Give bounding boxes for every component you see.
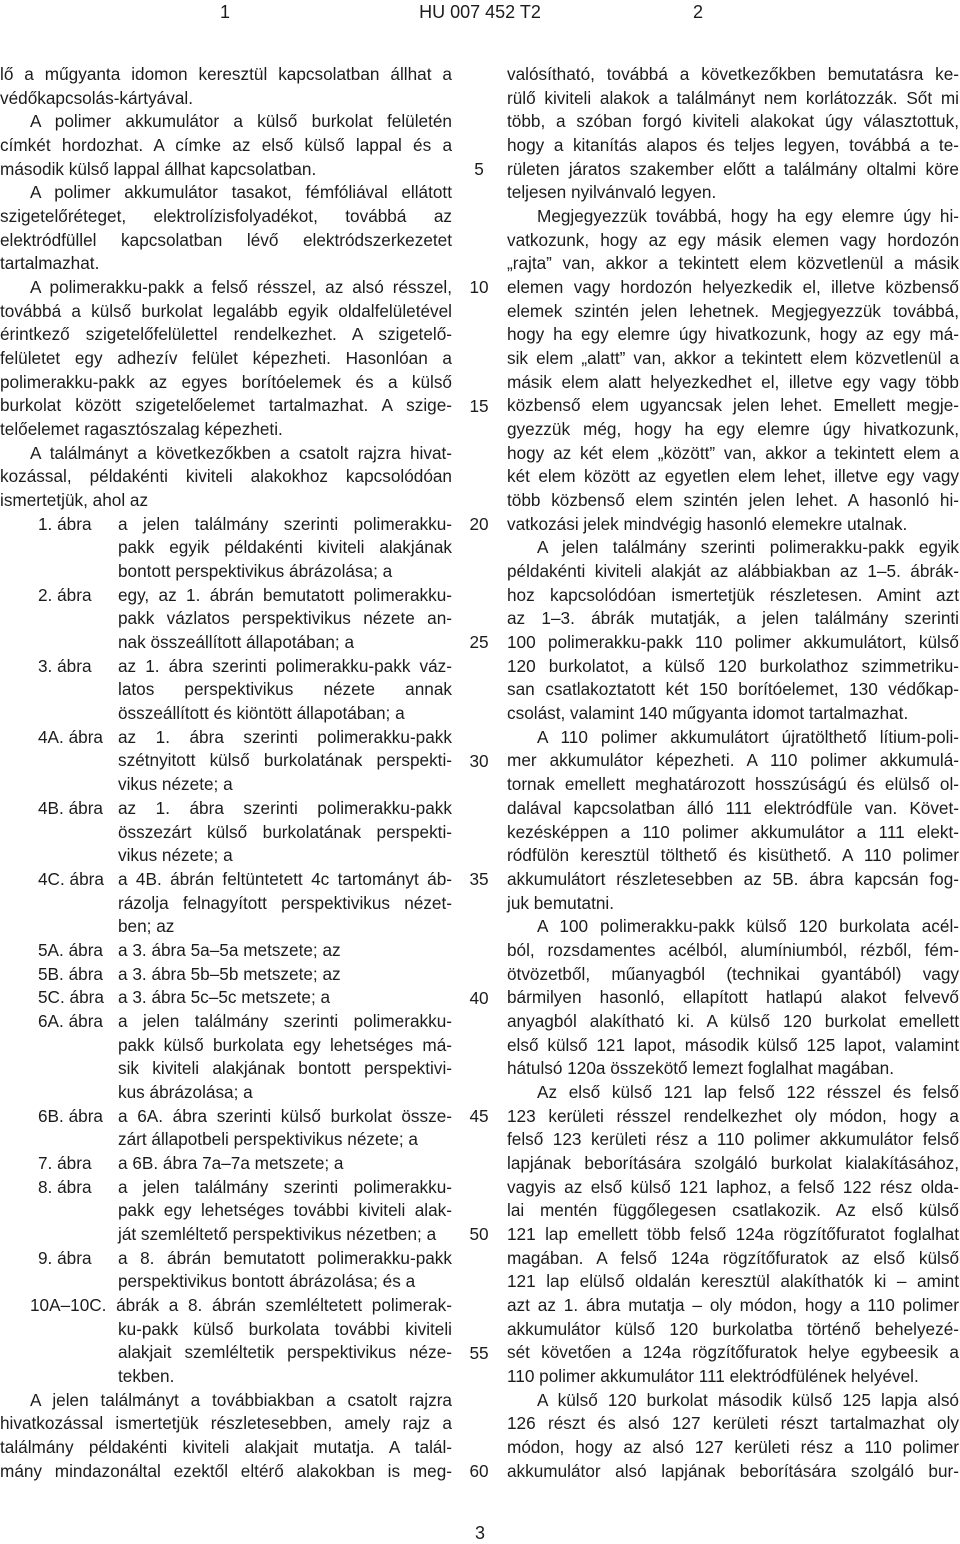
figure-description <box>118 726 452 797</box>
figure-line: vikus nézete; a <box>118 774 233 795</box>
figure-line: a jelen találmány szerinti polimerakku- <box>118 1176 452 1197</box>
figure-line: az 1. ábra szerinti polimerakku-pakk <box>118 726 452 747</box>
text-line: tornak emellett meghatározott hosszúságú és elülső ol- <box>507 774 959 795</box>
header-document-number: HU 007 452 T2 <box>419 2 541 22</box>
text-line: kezésképpen a 110 polimer akkumulátor a 111 elekt- <box>507 821 959 842</box>
line-number: 20 <box>469 513 489 534</box>
text-line: magában. A felső 124a rögzítőfuratok az első külső <box>507 1247 959 1268</box>
text-line: vatkozunk, hogy az egy másik elemen vagy hordozón <box>507 229 959 250</box>
text-line: 100 polimerakku-pakk 110 polimer akkumulátort, külső <box>507 632 959 653</box>
text-line: felső 123 kerületi rész a 110 polimer akkumulátor felső <box>507 1129 959 1150</box>
figure-description <box>118 1010 452 1105</box>
figure-line: pakk külső burkolata egy lehetséges má- <box>118 1034 452 1055</box>
figure-description <box>118 868 452 939</box>
text-line: A találmányt a következőkben a csatolt rajzra hivat- <box>30 442 452 463</box>
text-line: vagyis az első külső 121 laphoz, a felső 122 rész olda- <box>507 1176 959 1197</box>
text-line: találmány példakénti kiviteli alakjait mutatja. A talál- <box>0 1436 452 1457</box>
text-line: juk bemutatni. <box>507 892 615 913</box>
figure-label: 4B. ábra <box>38 797 103 818</box>
text-line: lai mentén függőlegesen csatlakozik. Az első külső <box>507 1200 959 1221</box>
text-line: 121 lap elülső oldalán keresztül alakíthatók ki – amint <box>507 1271 959 1292</box>
figure-label: 4A. ábra <box>38 726 103 747</box>
figure-description <box>118 939 452 963</box>
figure-entry <box>0 584 452 655</box>
text-line: „rajta” van, akkor a tekintett elem közvetlenül a másik <box>507 253 959 274</box>
text-line: sét követően a 124a rögzítőfuratok helye egybeesik a <box>507 1342 959 1363</box>
figure-line: nak összeállított állapotában; a <box>118 632 355 653</box>
text-line: A jelen találmány szerinti polimerakku-pakk egyik <box>537 537 959 558</box>
figure-line: a 3. ábra 5a–5a metszete; az <box>118 939 341 960</box>
figure-label: 7. ábra <box>38 1152 92 1173</box>
figure-description <box>118 1105 452 1152</box>
text-line: polimerakku-pakk az egyes borítóelemek és a külső <box>0 371 452 392</box>
figure-line: a 6B. ábra 7a–7a metszete; a <box>118 1152 344 1173</box>
figure-entry <box>0 513 452 584</box>
paragraph <box>0 110 452 181</box>
text-line: több közbenső elem szintén jelen lehet. A hasonló hi- <box>507 490 959 511</box>
text-line: csolást, valamint 140 műgyanta idomot tartalmazhat. <box>507 703 909 724</box>
figure-line: pakk egy lehetséges további kiviteli alak- <box>118 1200 452 1221</box>
figure-description <box>118 1176 452 1247</box>
text-line: elektródfüllel kapcsolatban lévő elektródszerkezetet <box>0 229 452 250</box>
figure-entry <box>0 1294 452 1389</box>
text-line: másik elem alatt helyezkedhet el, illetve egy vagy több <box>507 371 959 392</box>
text-line: 121 lap emellett több felső 124a rögzítőfuratot foglalhat <box>507 1223 959 1244</box>
figure-description <box>118 513 452 584</box>
text-line: A polimer akkumulátor a külső burkolat felületén <box>30 111 452 132</box>
text-line: A 100 polimerakku-pakk külső 120 burkolata acél- <box>537 916 959 937</box>
text-line: hogy ha egy elemre úgy hivatkozunk, hogy az egy má- <box>507 324 959 345</box>
paragraph <box>507 1389 959 1484</box>
line-number: 5 <box>474 158 484 179</box>
text-line: mer akkumulátor képezheti. A 110 polimer akkumulá- <box>507 750 959 771</box>
figure-line: egy, az 1. ábrán bemutatott polimerakku- <box>118 584 452 605</box>
figure-entry <box>0 1176 452 1247</box>
text-line: san csatlakoztatott két 150 borítóelemet, 130 védőkap- <box>507 679 959 700</box>
figure-entry <box>0 868 452 939</box>
figure-label: 6B. ábra <box>38 1105 103 1126</box>
figure-entry <box>0 1010 452 1105</box>
text-line: kozással, példakénti kiviteli alakokhoz kapcsolódóan <box>0 466 452 487</box>
figure-label: 3. ábra <box>38 655 92 676</box>
paragraph <box>507 915 959 1081</box>
paragraph <box>0 442 452 513</box>
text-line: A polimerakku-pakk a felső résszel, az alsó résszel, <box>30 277 452 298</box>
line-number: 25 <box>469 632 489 653</box>
text-line: anyagból alakítható ki. A külső 120 burkolat emellett <box>507 1010 959 1031</box>
figure-description <box>118 797 452 868</box>
text-line: A külső 120 burkolat második külső 125 lapja alsó <box>537 1389 959 1410</box>
figure-line: kus ábrázolása; a <box>118 1081 253 1102</box>
figure-list <box>0 513 452 1389</box>
figure-label: 5B. ábra <box>38 963 103 984</box>
figure-description <box>118 655 452 726</box>
text-line: felületet egy adhezív felület képezheti. Hasonlóan a <box>0 348 452 369</box>
text-line: közbenső elem ugyancsak jelen lehet. Emellett megje- <box>507 395 959 416</box>
figure-entry <box>0 726 452 797</box>
text-line: 120 burkolatot, a külső 120 burkolathoz szimmetriku- <box>507 655 959 676</box>
figure-label: 4C. ábra <box>38 868 104 889</box>
text-line: továbbá a külső burkolat legalább egyik oldalfelületével <box>0 300 452 321</box>
figure-line: zárt állapotbeli perspektivikus nézete; a <box>118 1129 418 1150</box>
text-line: mány mindazonáltal ezektől eltérő alakokban is meg- <box>0 1460 452 1481</box>
figure-line: a 4B. ábrán feltüntetett 4c tartományt áb- <box>118 868 452 889</box>
footer-page-number: 3 <box>474 1523 485 1543</box>
text-line: szigetelőréteget, elektrolízisfolyadékot, továbbá az <box>0 206 452 227</box>
text-line: védőkapcsolás-kártyával. <box>0 87 193 108</box>
figure-line: a jelen találmány szerinti polimerakku- <box>118 513 452 534</box>
figure-description <box>118 1318 452 1389</box>
text-line: akkumulátort részletesebben az 5B. ábra kapcsán fog- <box>507 868 959 889</box>
line-number: 45 <box>469 1105 489 1126</box>
figure-text: a 8. ábrán szemléltetett polimerak- <box>168 1294 452 1315</box>
figure-entry <box>0 1152 452 1176</box>
text-line: második külső lappal állhat kapcsolatban. <box>0 158 317 179</box>
text-line: hoz kapcsolódóan ismertetjük részletesen. Amint azt <box>507 584 959 605</box>
line-number: 55 <box>469 1342 489 1363</box>
header-page-number-right: 2 <box>692 2 703 22</box>
figure-entry <box>0 1247 452 1294</box>
text-line: ötvözetből, műanyagból (technikai gyantából) vagy <box>507 963 959 984</box>
text-line: dalával kapcsolatban álló 111 elektródfüle van. Követ- <box>507 797 959 818</box>
text-line: az 1–3. ábrák mutatják, a jelen találmány szerinti <box>507 608 959 629</box>
left-text-column <box>0 63 452 1483</box>
text-line: teljesen nyilvánvaló legyen. <box>507 182 717 203</box>
text-line: több, a szóban forgó kiviteli alakokat úgy választottuk, <box>507 111 959 132</box>
line-number-gutter <box>455 0 503 1541</box>
text-line: címkét hordozhat. A címke az első külső lappal és a <box>0 135 452 156</box>
figure-description <box>118 1152 452 1176</box>
text-line: érintkező szigetelőfelülettel rendelkezhet. A szigetelő- <box>0 324 452 345</box>
line-number: 50 <box>469 1224 489 1245</box>
paragraph <box>507 1081 959 1389</box>
figure-label: 9. ábra <box>38 1247 92 1268</box>
figure-label: 2. ábra <box>38 584 92 605</box>
figure-entry <box>0 939 452 963</box>
text-line: hogy az két elem „között” van, akkor a tekintett elem a <box>507 442 959 463</box>
line-number: 60 <box>469 1461 489 1482</box>
paragraph <box>0 276 452 442</box>
figure-line: összeállított és kiöntött állapotában; a <box>118 703 405 724</box>
figure-line: alakjait szemléltetik perspektivikus néze- <box>118 1342 452 1363</box>
figure-label: 5A. ábra <box>38 939 103 960</box>
text-line: ismertetjük, ahol az <box>0 490 149 511</box>
figure-line: ját szemléltető perspektivikus nézetben; a <box>118 1223 437 1244</box>
text-line: hátulsó 120a összekötő lemezt foglalhat magában. <box>507 1058 894 1079</box>
text-line: hivatkozással ismertetjük részletesebben, amely rajz a <box>0 1413 452 1434</box>
figure-line: pakk vázlatos perspektivikus nézete an- <box>118 608 452 629</box>
text-line: 110 polimer akkumulátor 111 elektródfülének helyével. <box>507 1365 919 1386</box>
figure-line: bontott perspektivikus ábrázolása; a <box>118 561 393 582</box>
text-line: A jelen találmányt a továbbiakban a csatolt rajzra <box>30 1389 452 1410</box>
text-line: sik elem „alatt” van, akkor a tekintett elem közvetlenül a <box>507 348 959 369</box>
figure-line: pakk egyik példakénti kiviteli alakjának <box>118 537 452 558</box>
text-line: valósítható, továbbá a következőkben bemutatásra ke- <box>507 64 959 84</box>
text-line: módon, hogy az alsó 127 kerületi rész a 110 polimer <box>507 1436 959 1457</box>
text-line: A polimer akkumulátor tasakot, fémfóliával ellátott <box>30 182 452 203</box>
text-line: hogy a kitanítás alapos és teljes legyen, továbbá a te- <box>507 135 959 156</box>
text-line: 123 kerületi résszel rendelkezhet oly módon, hogy a <box>507 1105 959 1126</box>
figure-line: perspektivikus bontott ábrázolása; és a <box>118 1271 416 1292</box>
figure-line: szétnyitott külső burkolatának perspekti- <box>118 750 452 771</box>
paragraph <box>0 1389 452 1484</box>
figure-label: 6A. ábra <box>38 1010 103 1031</box>
text-line: tartalmazhat. <box>0 253 100 274</box>
figure-label: 8. ábra <box>38 1176 92 1197</box>
figure-line: a 3. ábra 5c–5c metszete; a <box>118 987 331 1008</box>
text-line: rülő kiviteli alakok a találmányt nem korlátozzák. Sőt mi <box>507 87 959 108</box>
paragraph <box>0 181 452 276</box>
paragraph <box>507 63 959 205</box>
figure-line: az 1. ábra szerinti polimerakku-pakk váz- <box>118 655 452 676</box>
figure-line: latos perspektivikus nézete annak <box>118 679 452 700</box>
figure-label: 5C. ábra <box>38 987 104 1008</box>
text-line: lő a műgyanta idomon keresztül kapcsolatban állhat a <box>0 64 452 84</box>
figure-label: 1. ábra <box>38 513 92 534</box>
text-line: ródfülön keresztül tölthető és kisüthető. A 110 polimer <box>507 845 959 866</box>
figure-line: vikus nézete; a <box>118 845 233 866</box>
figure-entry <box>0 655 452 726</box>
text-line: A 110 polimer akkumulátort újratölthető lítium-poli- <box>537 726 959 747</box>
text-line: azt az 1. ábra mutatja – oly módon, hogy a 110 polimer <box>507 1294 959 1315</box>
text-line: Megjegyezzük továbbá, hogy ha egy elemre úgy hi- <box>537 206 959 227</box>
figure-description <box>118 986 452 1010</box>
text-line: példakénti kiviteli alakját az alábbiakban az 1–5. ábrák- <box>507 561 959 582</box>
figure-line: rázolja felnagyított perspektivikus nézet- <box>118 892 452 913</box>
text-line: lapjának beborítására szolgáló burkolat kialakításához, <box>507 1152 959 1173</box>
figure-line: ku-pakk külső burkolata további kiviteli <box>118 1318 452 1339</box>
figure-description <box>118 584 452 655</box>
text-line: ból, rozsdamentes acélból, alumíniumból, rézből, fém- <box>507 939 959 960</box>
text-line: rületen járatos szakember előtt a találmány oltalmi köre <box>507 158 959 179</box>
figure-entry <box>0 963 452 987</box>
line-number: 15 <box>469 395 489 416</box>
paragraph <box>507 726 959 915</box>
text-line: két elem között az egyetlen elem lehet, illetve egy vagy <box>507 466 959 487</box>
paragraph <box>0 63 452 110</box>
text-line: gyezzük még, hogy ha egy elemre úgy hivatkozunk, <box>507 419 959 440</box>
figure-line: a 3. ábra 5b–5b metszete; az <box>118 963 341 984</box>
figure-line: a jelen találmány szerinti polimerakku- <box>118 1010 452 1031</box>
text-line: akkumulátor alsó lapjának beborítására szolgáló bur- <box>507 1460 959 1481</box>
text-line: telőelemet ragasztószalag képezheti. <box>0 419 283 440</box>
figure-line: a 6A. ábra szerinti külső burkolat össze- <box>118 1105 452 1126</box>
figure-entry <box>0 797 452 868</box>
figure-line: a 8. ábrán bemutatott polimerakku-pakk <box>118 1247 452 1268</box>
figure-line: az 1. ábra szerinti polimerakku-pakk <box>118 797 452 818</box>
figure-entry <box>0 1105 452 1152</box>
figure-label: 10A–10C. ábrák <box>30 1294 160 1315</box>
text-line: 126 részt és alsó 127 kerületi részt tartalmazhat oly <box>507 1413 959 1434</box>
text-line: burkolat között szigetelőelemet tartalmazhat. A szige- <box>0 395 452 416</box>
text-line: első külső 121 lapot, második külső 125 lapot, valamint <box>507 1034 959 1055</box>
line-number: 40 <box>469 987 489 1008</box>
text-line: vatkozási jelek mindvégig hasonló elemekre utalnak. <box>507 513 908 534</box>
paragraph <box>507 205 959 536</box>
line-number: 10 <box>469 277 489 298</box>
figure-description <box>118 963 452 987</box>
paragraph <box>507 536 959 725</box>
text-line: elemen vagy hordozón helyezkedik el, illetve közbenső <box>507 277 959 298</box>
line-number: 35 <box>469 869 489 890</box>
text-line: bármilyen hasonló, ellapított hatlapú alakot felvevő <box>507 987 959 1008</box>
right-text-column <box>507 63 959 1483</box>
figure-description <box>118 1247 452 1294</box>
text-line: elemek szintén jelen lehetnek. Megjegyezzük továbbá, <box>507 300 959 321</box>
text-line: Az első külső 121 lap felső 122 résszel és felső <box>537 1081 959 1102</box>
figure-line: ben; az <box>118 916 175 937</box>
line-number: 30 <box>469 750 489 771</box>
text-line: akkumulátor külső 120 burkolatba történő behelyezé- <box>507 1318 959 1339</box>
figure-entry <box>0 986 452 1010</box>
figure-line: összezárt külső burkolatának perspekti- <box>118 821 452 842</box>
figure-line: sik kiviteli alakjának bontott perspektivi- <box>118 1058 452 1079</box>
figure-line: tekben. <box>118 1365 175 1386</box>
figure-line <box>30 1294 452 1318</box>
header-page-number-left: 1 <box>219 2 230 22</box>
